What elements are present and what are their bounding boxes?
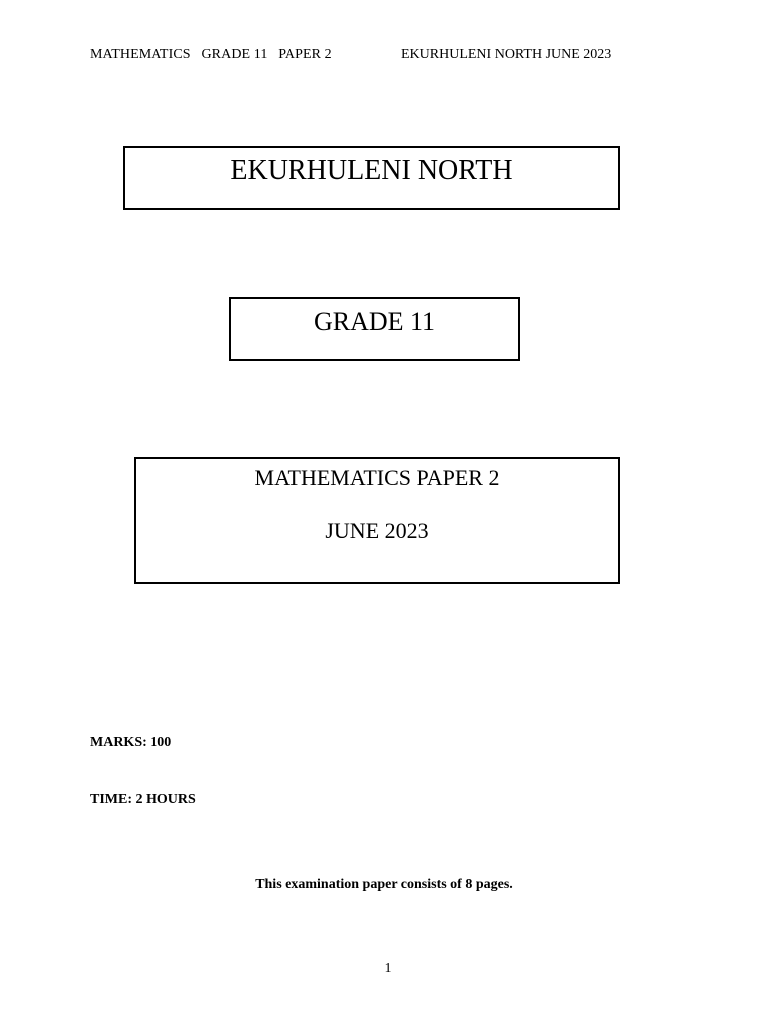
- running-header-right: EKURHULENI NORTH JUNE 2023: [401, 47, 612, 62]
- exam-session: JUNE 2023: [325, 518, 429, 543]
- time-label: TIME: 2 HOURS: [90, 792, 196, 807]
- district-title-box: [123, 146, 620, 210]
- running-header-left: MATHEMATICS GRADE 11 PAPER 2: [90, 47, 332, 62]
- grade-box: [229, 297, 520, 361]
- page-count-note: This examination paper consists of 8 pages.: [255, 877, 513, 892]
- subject-box: [134, 457, 620, 584]
- page-number: 1: [384, 961, 392, 976]
- grade-title: GRADE 11: [313, 307, 436, 336]
- subject-title: MATHEMATICS PAPER 2: [254, 465, 500, 490]
- marks-label: MARKS: 100: [90, 735, 172, 750]
- district-title: EKURHULENI NORTH: [230, 155, 513, 186]
